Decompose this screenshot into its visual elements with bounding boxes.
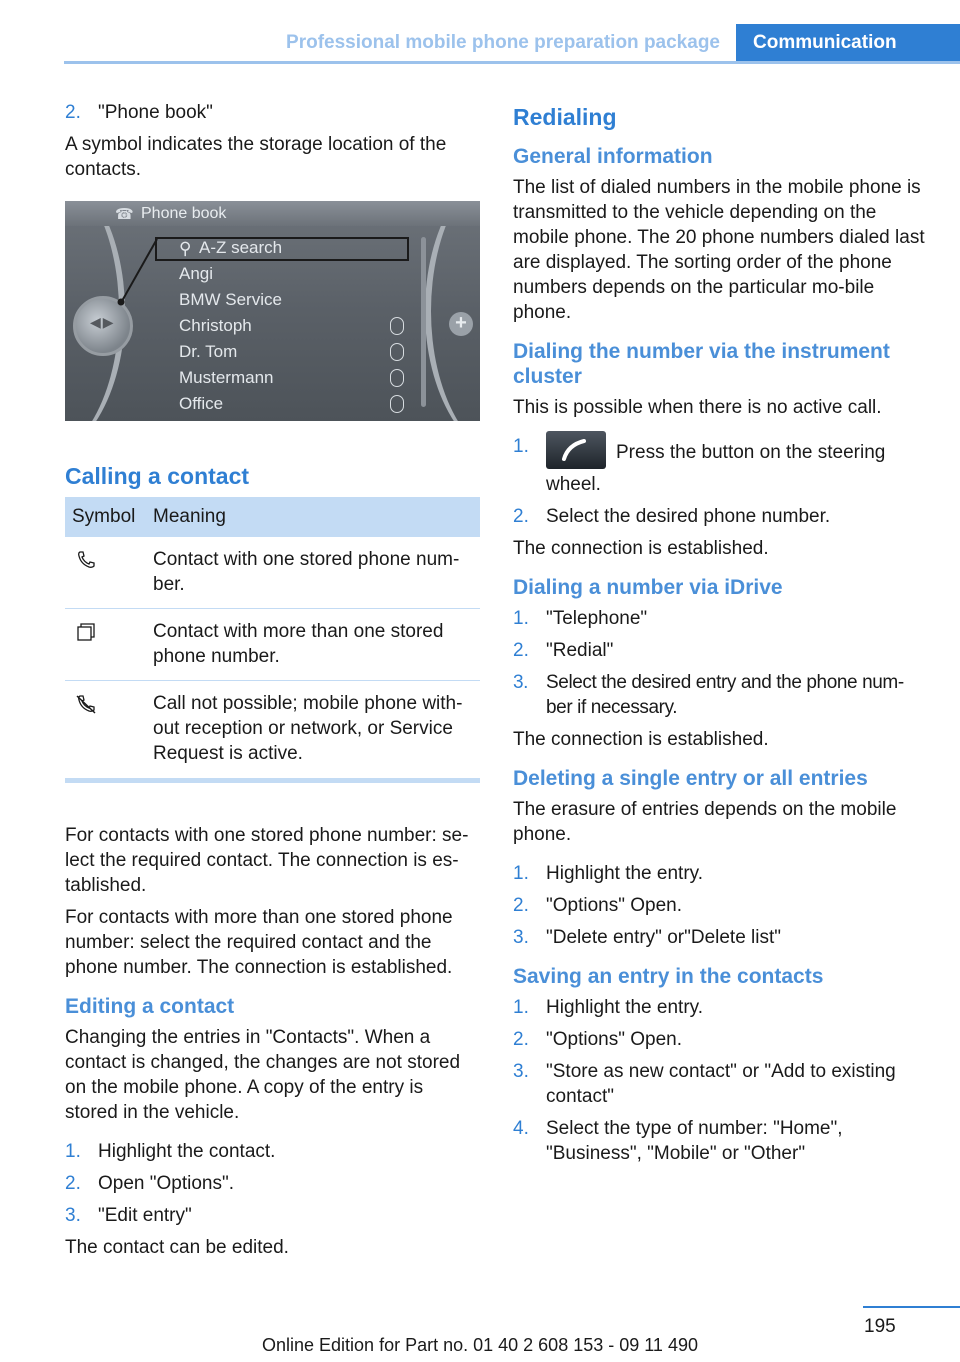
meaning-cell: Contact with more than one stored phone number.: [146, 609, 480, 681]
multiple-numbers-icon: [75, 621, 97, 643]
list-item: 1. Highlight the entry.: [513, 997, 704, 1018]
idrive-heading: Dialing a number via iDrive: [513, 576, 783, 599]
editing-result: The contact can be edited.: [65, 1237, 289, 1258]
list-item: 1. "Telephone": [513, 608, 648, 629]
edition-footer: Online Edition for Part no. 01 40 2 608 153 - 09 11 490: [262, 1335, 698, 1355]
list-item: 3. "Delete entry" or"Delete list": [513, 927, 782, 948]
editing-contact-text: Changing the entries in "Contacts". When a contact is changed, the changes are not stored on the mobile phone. A copy of the entry is stored in the vehicle.: [65, 1027, 461, 1123]
screen-title: Phone book: [141, 205, 227, 222]
list-item: 3. "Edit entry": [65, 1205, 192, 1226]
multiple-numbers-paragraph: For contacts with more than one stored phone number: select the required contact and the phone number. The connection is established.: [65, 907, 453, 978]
list-item: 2. Open "Options".: [65, 1173, 235, 1194]
instrument-cluster-text: This is possible when there is no active call.: [513, 397, 882, 418]
deleting-entries-text: The erasure of entries depends on the mobile phone.: [513, 799, 897, 845]
left-column: [65, 100, 480, 1267]
call-not-possible-icon: [75, 693, 97, 715]
deleting-entries-heading: Deleting a single entry or all entries: [513, 767, 868, 790]
calling-contact-heading: Calling a contact: [65, 463, 250, 489]
plus-icon: +: [449, 312, 473, 336]
running-header-section: Professional mobile phone preparation package: [286, 32, 720, 53]
contact-entry: Office: [179, 394, 224, 413]
phone-book-icon: ☎: [115, 206, 134, 223]
saving-steps: [513, 995, 928, 1166]
list-item: 1. Highlight the entry.: [513, 863, 704, 884]
table-row: [65, 681, 480, 781]
general-information-text: The list of dialed numbers in the mobile phone is transmitted to the vehicle depending on the mobile phone. The 20 phone numbers dialed last are displayed. The sorting order of the phone numbers depends on the particular mo-bile phone.: [513, 177, 925, 323]
deleting-steps: [513, 861, 928, 950]
az-search-entry: A-Z search: [199, 238, 283, 257]
header-rule: [64, 61, 960, 64]
list-item: 3. Select the desired entry and the phone num-ber if necessary.: [513, 672, 904, 718]
symbol-table: [65, 497, 480, 783]
phone-book-screenshot: [65, 201, 480, 421]
right-column: [513, 100, 928, 1173]
list-item: 2. "Redial": [513, 640, 614, 661]
list-item: 2. "Options" Open.: [513, 895, 683, 916]
redialing-heading: Redialing: [513, 104, 617, 130]
table-row: [65, 609, 480, 681]
contact-entry: Dr. Tom: [179, 342, 238, 361]
contact-entry: BMW Service: [179, 290, 282, 309]
phone-book-step: [65, 100, 480, 125]
cluster-result: The connection is established.: [513, 538, 769, 559]
instrument-cluster-steps: [513, 434, 928, 529]
list-item: 2. "Options" Open.: [513, 1029, 683, 1050]
instrument-cluster-heading: Dialing the number via the instrument cluster: [513, 340, 890, 388]
phone-button-icon: [546, 431, 606, 469]
editing-contact-heading: Editing a contact: [65, 995, 235, 1018]
meaning-cell: Call not possible; mobile phone with-out reception or network, or Service Request is active.: [146, 681, 480, 781]
one-number-paragraph: For contacts with one stored phone number: se-lect the required contact. The connection is es-tablished.: [65, 825, 469, 896]
search-icon: ⚲: [179, 239, 192, 258]
list-item: 4. Select the type of number: "Home", "Business", "Mobile" or "Other": [513, 1118, 843, 1164]
table-header: [65, 497, 480, 537]
phone-handset-icon: [75, 549, 97, 571]
contact-entry: Christoph: [179, 316, 252, 335]
list-item: 2. Select the desired phone number.: [513, 506, 831, 527]
running-header-chapter: Communication: [736, 24, 960, 62]
editing-steps: [65, 1139, 480, 1228]
general-information-heading: General information: [513, 145, 713, 168]
idrive-result: The connection is established.: [513, 729, 769, 750]
table-row: [65, 537, 480, 609]
list-item: 1. Highlight the contact.: [65, 1141, 276, 1162]
meaning-cell: Contact with one stored phone num-ber.: [146, 537, 480, 609]
leader-line: [65, 201, 480, 421]
list-item: 1. Press the button on the steering wheel.: [513, 434, 928, 497]
list-item: 2. "Phone book": [65, 102, 213, 123]
column-header: Meaning: [146, 497, 480, 537]
idrive-steps: [513, 606, 928, 720]
saving-entry-heading: Saving an entry in the contacts: [513, 965, 824, 988]
storage-intro: A symbol indicates the storage location of the contacts.: [65, 134, 447, 180]
list-item: 3. "Store as new contact" or "Add to existing contact": [513, 1061, 896, 1107]
contact-entry: Mustermann: [179, 368, 274, 387]
column-header: Symbol: [65, 497, 146, 537]
knob-arrows-icon: ◀▶: [90, 314, 116, 330]
contact-entry: Angi: [179, 264, 214, 283]
footer-rule: [863, 1306, 960, 1308]
page-number: 195: [864, 1316, 896, 1337]
